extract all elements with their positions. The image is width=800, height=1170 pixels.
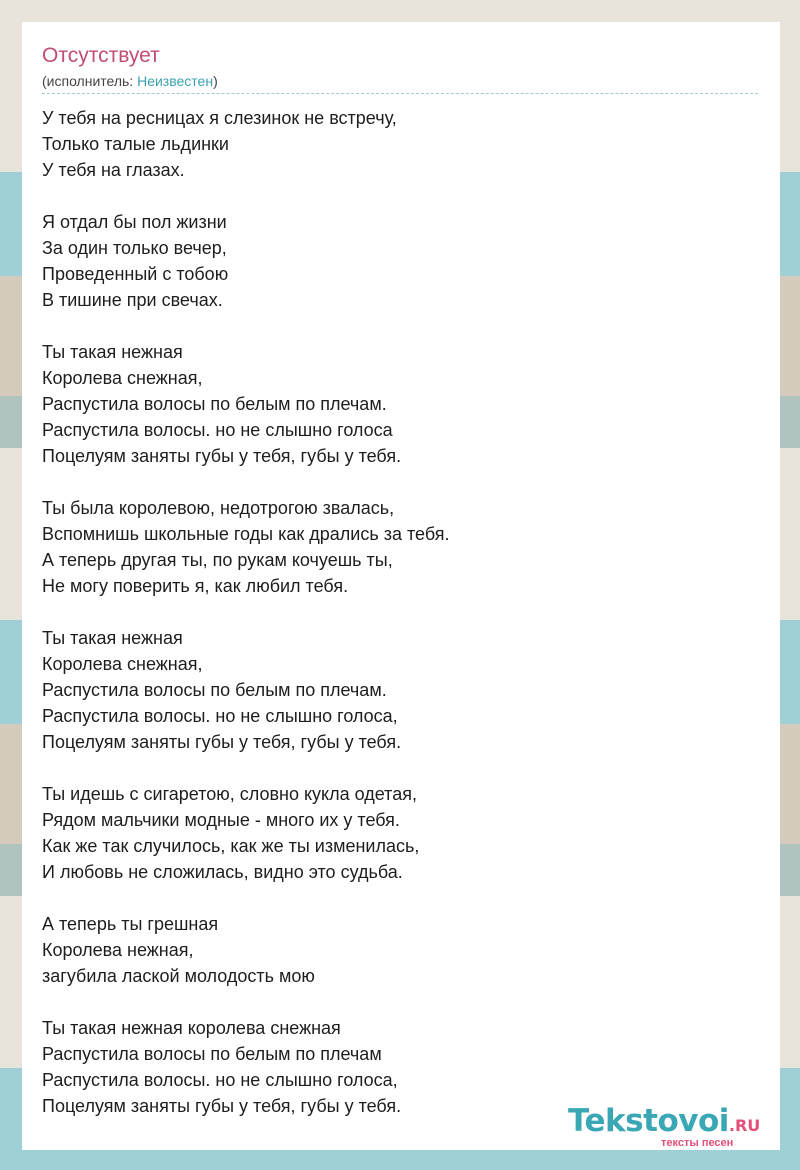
logo-wordmark: [568, 1103, 760, 1139]
lyric-line: Ты такая нежная королева снежная: [42, 1018, 341, 1038]
logo-domain: .RU: [728, 1116, 761, 1135]
lyric-line: Поцелуям заняты губы у тебя, губы у тебя.: [42, 1096, 402, 1116]
lyric-line: Распустила волосы. но не слышно голоса,: [42, 1070, 398, 1090]
lyric-line: Ты идешь с сигаретою, словно кукла одетая,: [42, 784, 417, 804]
verse: [42, 209, 758, 313]
lyric-line: А теперь другая ты, по рукам кочуешь ты,: [42, 550, 393, 570]
lyric-line: Королева нежная,: [42, 940, 194, 960]
artist-link[interactable]: Неизвестен: [137, 73, 214, 89]
lyric-line: Распустила волосы по белым по плечам.: [42, 394, 387, 414]
lyric-line: И любовь не сложилась, видно это судьба.: [42, 862, 403, 882]
lyric-line: У тебя на глазах.: [42, 160, 185, 180]
lyric-line: Вспомнишь школьные годы как дрались за тебя.: [42, 524, 450, 544]
lyric-line: Распустила волосы. но не слышно голоса: [42, 420, 393, 440]
lyric-line: В тишине при свечах.: [42, 290, 223, 310]
lyric-line: Поцелуям заняты губы у тебя, губы у тебя.: [42, 446, 402, 466]
site-logo[interactable]: [568, 1103, 783, 1153]
lyric-line: Только талые льдинки: [42, 134, 229, 154]
lyric-line: Я отдал бы пол жизни: [42, 212, 227, 232]
artist-prefix: (исполнитель:: [42, 73, 138, 89]
song-title: Отсутствует: [42, 44, 160, 67]
verse: [42, 781, 758, 885]
lyric-line: Рядом мальчики модные - много их у тебя.: [42, 810, 400, 830]
lyric-line: Распустила волосы. но не слышно голоса,: [42, 706, 398, 726]
lyric-line: Поцелуям заняты губы у тебя, губы у тебя.: [42, 732, 402, 752]
verse: [42, 339, 758, 469]
lyric-line: Ты была королевою, недотрогою звалась,: [42, 498, 395, 518]
lyric-line: Королева снежная,: [42, 654, 203, 674]
divider: [42, 93, 758, 94]
lyric-line: У тебя на ресницах я слезинок не встречу,: [42, 108, 397, 128]
lyric-line: А теперь ты грешная: [42, 914, 219, 934]
lyric-line: загубила лаской молодость мою: [42, 966, 315, 986]
lyrics-card: [22, 22, 780, 1150]
verse: [42, 105, 758, 183]
lyric-line: Не могу поверить я, как любил тебя.: [42, 576, 349, 596]
lyric-line: Как же так случилось, как же ты изменилась,: [42, 836, 420, 856]
lyric-line: Распустила волосы по белым по плечам.: [42, 680, 387, 700]
verse: [42, 495, 758, 599]
lyrics-text: [42, 105, 761, 1145]
verse: [42, 911, 758, 989]
artist-suffix: ): [213, 73, 218, 89]
lyric-line: Проведенный с тобою: [42, 264, 229, 284]
lyric-line: За один только вечер,: [42, 238, 227, 258]
logo-tagline: тексты песен: [661, 1137, 734, 1149]
lyric-line: Ты такая нежная: [42, 342, 183, 362]
lyric-line: Королева снежная,: [42, 368, 203, 388]
artist-line: [42, 73, 218, 89]
lyric-line: Распустила волосы по белым по плечам: [42, 1044, 382, 1064]
lyric-line: Ты такая нежная: [42, 628, 183, 648]
logo-name: Tekstovoi: [568, 1103, 729, 1139]
verse: [42, 625, 758, 755]
